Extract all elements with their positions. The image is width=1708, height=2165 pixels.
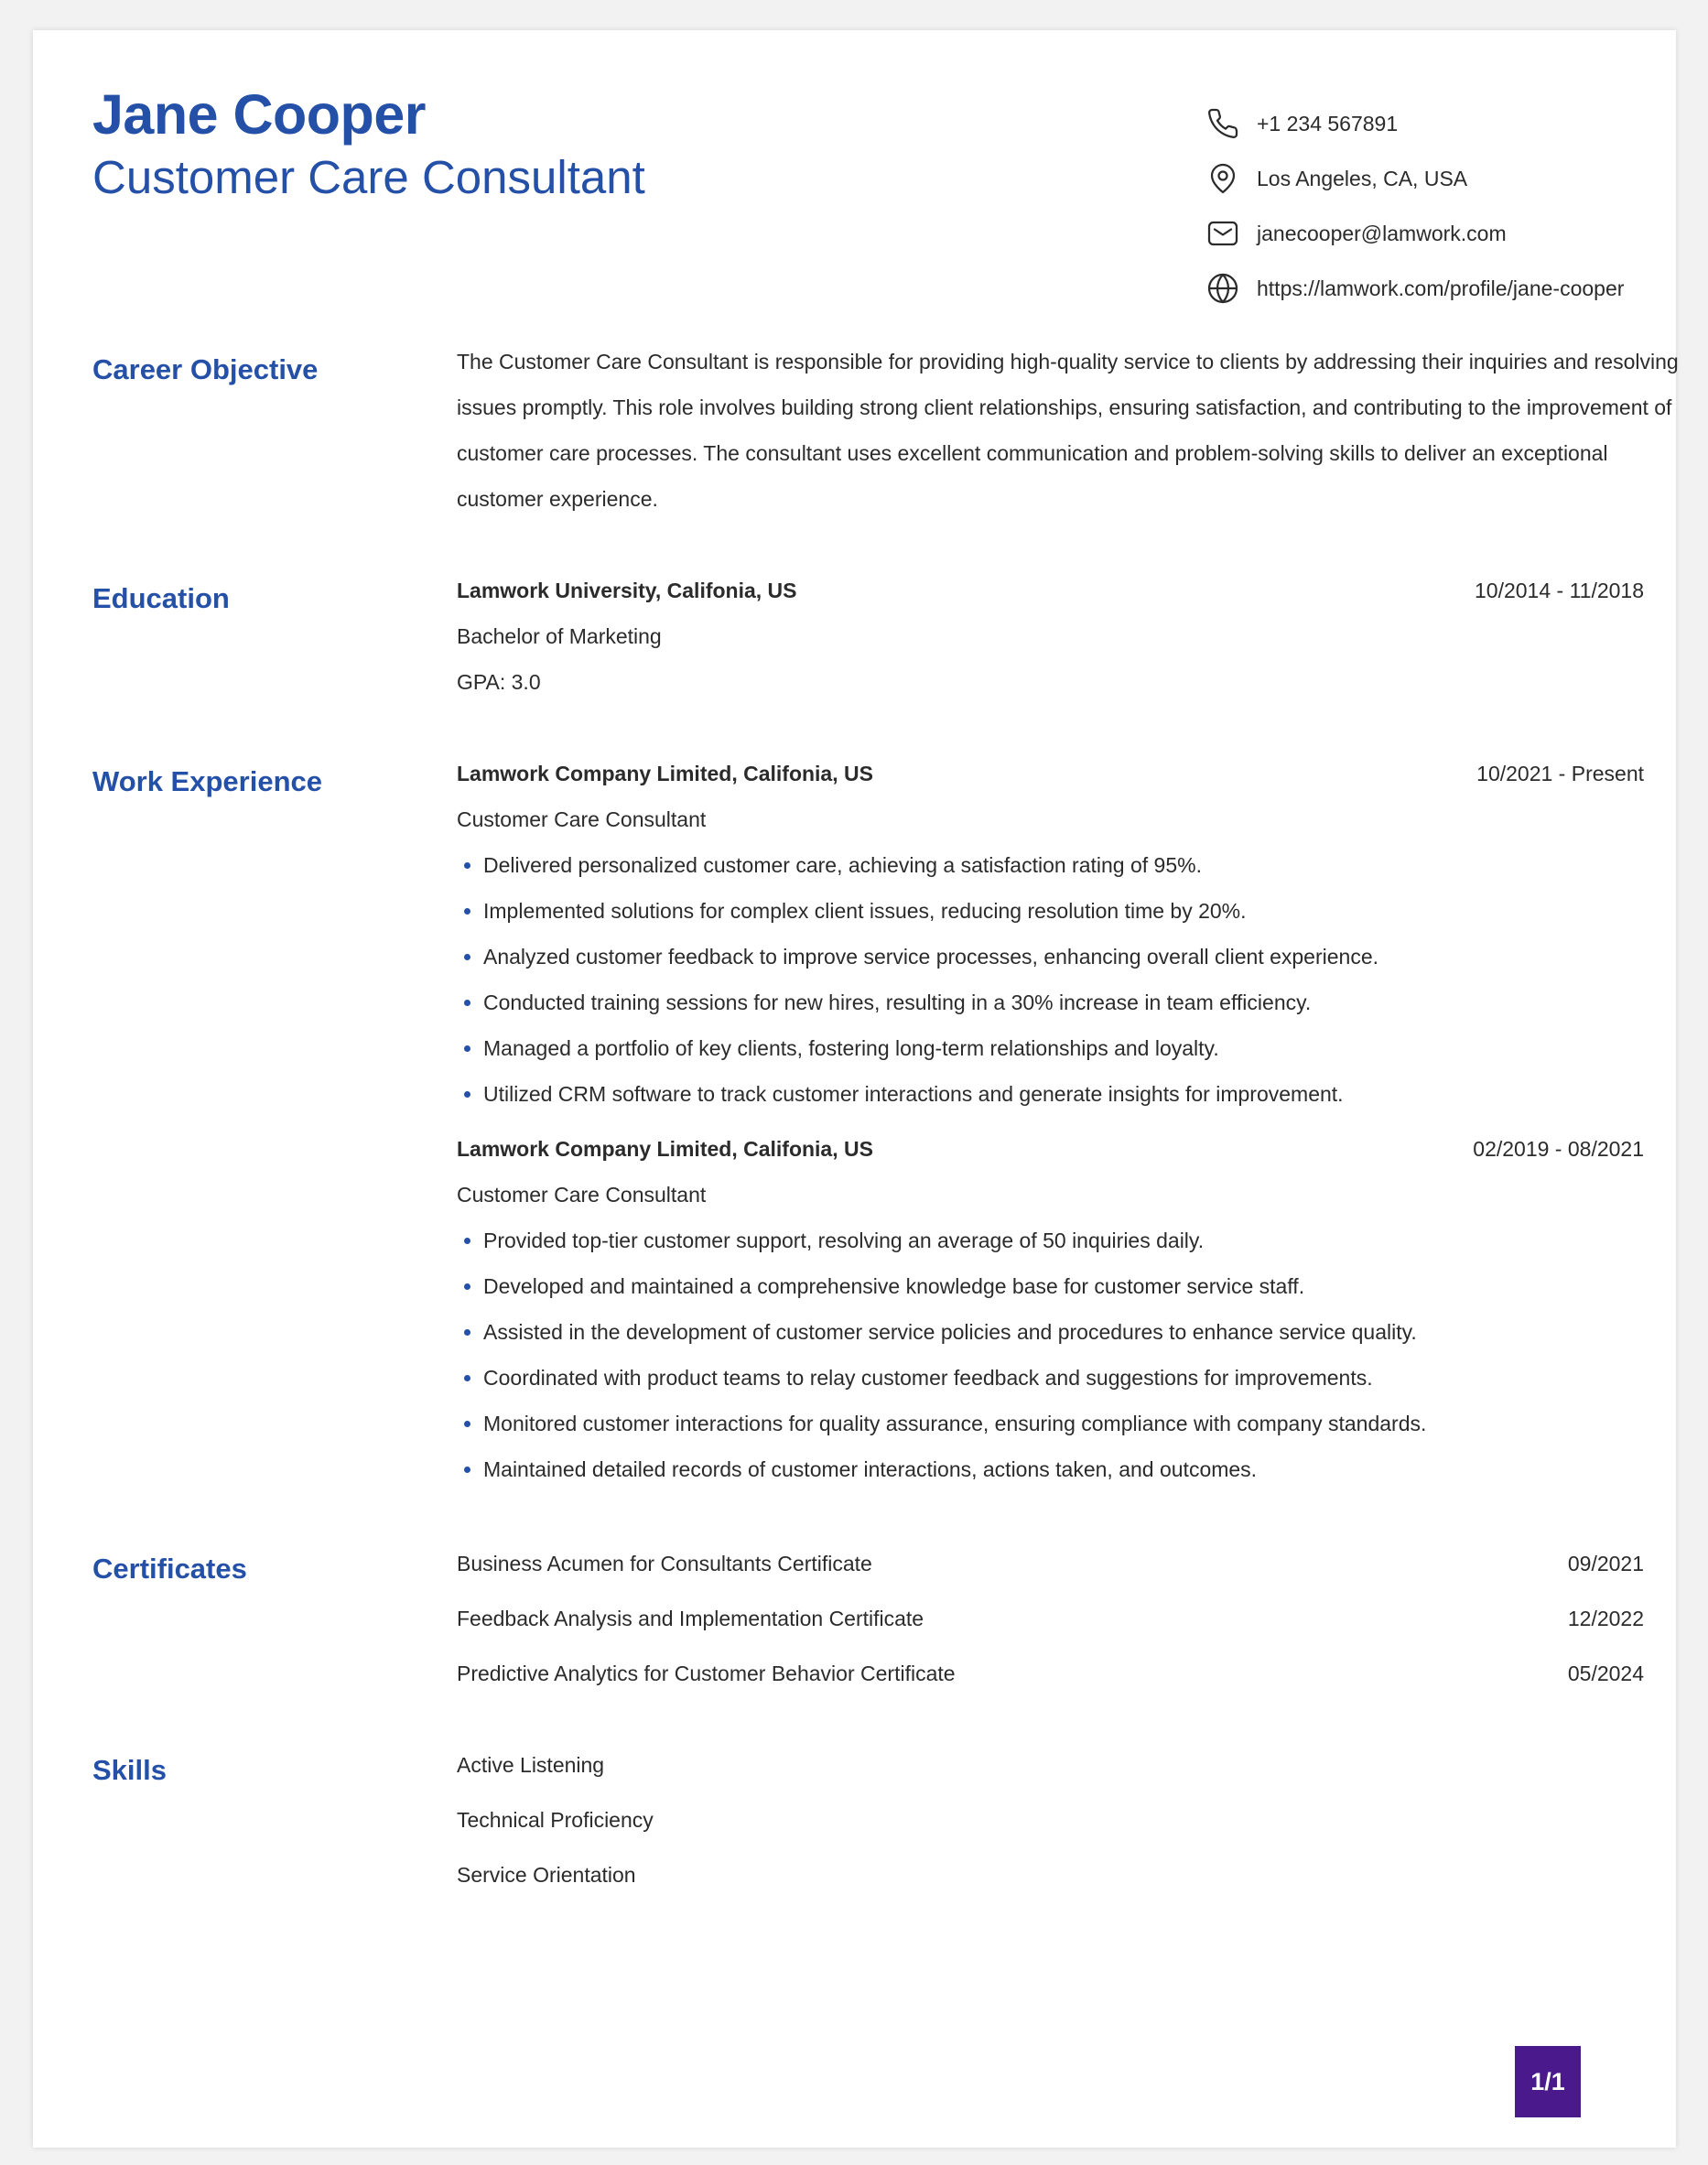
objective-line: The Customer Care Consultant is responsible for providing high-quality service to clients by addressing their inquiries and resolving bbox=[457, 350, 1679, 373]
email-link[interactable]: janecooper@lamwork.com bbox=[1257, 221, 1507, 245]
work-experience-list bbox=[457, 751, 1644, 1492]
objective-line: issues promptly. This role involves building strong client relationships, ensuring satisfaction, and contributing to the improvement of bbox=[457, 395, 1672, 419]
mail-icon bbox=[1205, 215, 1241, 252]
bullet-item: Utilized CRM software to track customer interactions and generate insights for improvement. bbox=[457, 1071, 1644, 1117]
job-bullets bbox=[457, 842, 1644, 1117]
phone-text: +1 234 567891 bbox=[1257, 111, 1399, 135]
certificate-name: Feedback Analysis and Implementation Certificate bbox=[457, 1607, 924, 1630]
phone-icon bbox=[1205, 105, 1241, 142]
skill-item: Active Listening bbox=[457, 1753, 605, 1777]
bullet-item: Monitored customer interactions for quality assurance, ensuring compliance with company standards. bbox=[457, 1401, 1644, 1446]
education-dates: 10/2014 - 11/2018 bbox=[1474, 579, 1644, 602]
bullet-item: Provided top-tier customer support, resolving an average of 50 inquiries daily. bbox=[457, 1218, 1644, 1263]
contact-list bbox=[1205, 96, 1644, 316]
bullet-item: Coordinated with product teams to relay customer feedback and suggestions for improvements. bbox=[457, 1355, 1644, 1401]
candidate-name: Jane Cooper bbox=[92, 83, 426, 146]
contact-website bbox=[1205, 261, 1644, 316]
job-header bbox=[457, 1126, 1644, 1172]
resume-page bbox=[33, 30, 1679, 2148]
bullet-item: Analyzed customer feedback to improve service processes, enhancing overall client experience. bbox=[457, 934, 1644, 980]
school-name: Lamwork University, Califonia, US bbox=[457, 579, 797, 602]
gpa: GPA: 3.0 bbox=[457, 670, 541, 694]
objective-text bbox=[457, 339, 1679, 522]
education-header bbox=[457, 568, 1644, 613]
section-title: Skills bbox=[92, 1754, 167, 1786]
bullet-item: Assisted in the development of customer service policies and procedures to enhance service quality. bbox=[457, 1309, 1644, 1355]
section-title: Certificates bbox=[92, 1553, 247, 1585]
certificate-list bbox=[457, 1536, 1644, 1701]
objective-line: customer care processes. The consultant uses excellent communication and problem-solving skills to deliver an exceptional bbox=[457, 441, 1608, 465]
contact-location bbox=[1205, 151, 1644, 206]
certificate-name: Business Acumen for Consultants Certificate bbox=[457, 1552, 872, 1575]
job-entry bbox=[457, 1126, 1644, 1492]
section-title: Education bbox=[92, 582, 230, 614]
certificate-date: 12/2022 bbox=[1567, 1607, 1644, 1630]
education-entry bbox=[457, 568, 1644, 705]
globe-icon bbox=[1205, 270, 1241, 307]
skill-item: Technical Proficiency bbox=[457, 1808, 654, 1832]
job-entry bbox=[457, 751, 1644, 1117]
certificate-date: 09/2021 bbox=[1567, 1552, 1644, 1575]
certificate-row bbox=[457, 1591, 1644, 1646]
certificate-row bbox=[457, 1646, 1644, 1701]
job-bullets bbox=[457, 1218, 1644, 1492]
skill-item: Service Orientation bbox=[457, 1863, 636, 1887]
bullet-item: Developed and maintained a comprehensive knowledge base for customer service staff. bbox=[457, 1263, 1644, 1309]
degree: Bachelor of Marketing bbox=[457, 624, 662, 648]
section-title: Work Experience bbox=[92, 765, 322, 797]
location-pin-icon bbox=[1205, 160, 1241, 197]
bullet-item: Managed a portfolio of key clients, fostering long-term relationships and loyalty. bbox=[457, 1025, 1644, 1071]
job-position: Customer Care Consultant bbox=[457, 807, 707, 831]
certificate-row bbox=[457, 1536, 1644, 1591]
objective-line: customer experience. bbox=[457, 487, 658, 511]
page-indicator[interactable]: 1/1 bbox=[1515, 2046, 1581, 2117]
bullet-item: Delivered personalized customer care, achieving a satisfaction rating of 95%. bbox=[457, 842, 1644, 888]
job-header bbox=[457, 751, 1644, 796]
bullet-item: Conducted training sessions for new hires, resulting in a 30% increase in team efficiency. bbox=[457, 980, 1644, 1025]
section-title: Career Objective bbox=[92, 353, 319, 385]
certificate-date: 05/2024 bbox=[1567, 1662, 1644, 1685]
certificate-name: Predictive Analytics for Customer Behavior Certificate bbox=[457, 1662, 956, 1685]
job-position: Customer Care Consultant bbox=[457, 1183, 707, 1207]
contact-phone bbox=[1205, 96, 1644, 151]
job-dates: 10/2021 - Present bbox=[1476, 762, 1644, 785]
bullet-item: Implemented solutions for complex client issues, reducing resolution time by 20%. bbox=[457, 888, 1644, 934]
job-dates: 02/2019 - 08/2021 bbox=[1473, 1137, 1644, 1161]
location-text: Los Angeles, CA, USA bbox=[1257, 166, 1468, 190]
company-name: Lamwork Company Limited, Califonia, US bbox=[457, 762, 873, 785]
contact-email bbox=[1205, 206, 1644, 261]
website-link[interactable]: https://lamwork.com/profile/jane-cooper bbox=[1257, 276, 1625, 300]
bullet-item: Maintained detailed records of customer interactions, actions taken, and outcomes. bbox=[457, 1446, 1644, 1492]
company-name: Lamwork Company Limited, Califonia, US bbox=[457, 1137, 873, 1161]
candidate-title: Customer Care Consultant bbox=[92, 151, 645, 203]
skill-list bbox=[457, 1737, 1644, 1902]
